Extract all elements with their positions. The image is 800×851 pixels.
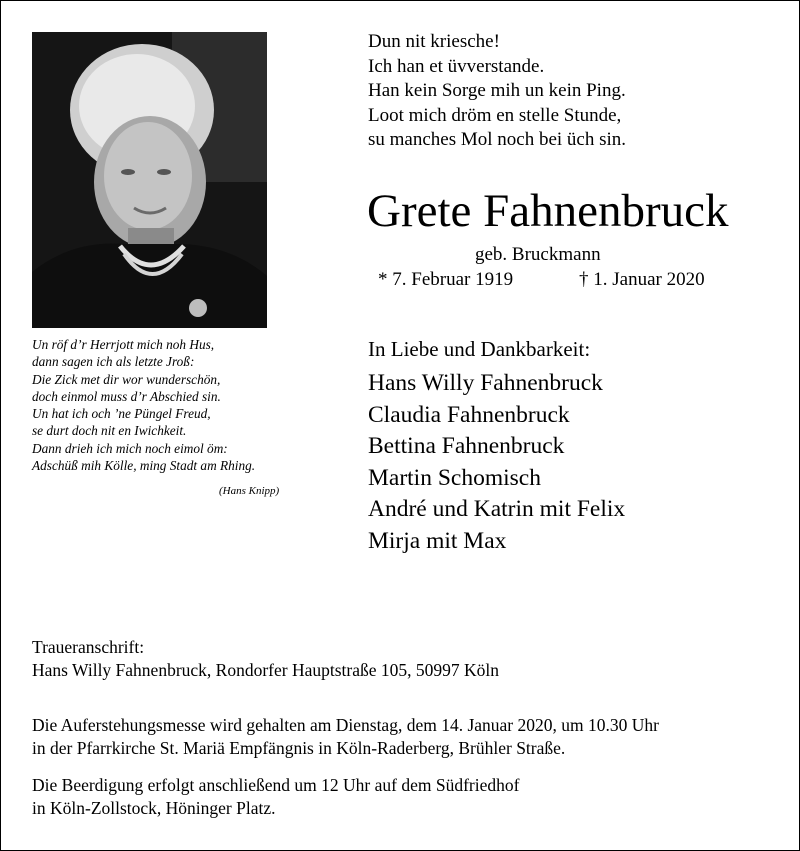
mourner-name: Hans Willy Fahnenbruck	[368, 370, 603, 396]
portrait-photo	[32, 32, 267, 328]
poem-left-line: Die Zick met dir wor wunderschön,	[32, 371, 221, 387]
poem-right-line: Han kein Sorge mih un kein Ping.	[368, 80, 626, 101]
poem-right-line: Dun nit kriesche!	[368, 31, 500, 52]
address-value: Hans Willy Fahnenbruck, Rondorfer Hauptstraße 105, 50997 Köln	[32, 660, 500, 680]
mourner-name: Martin Schomisch	[368, 464, 541, 491]
mass-line: in der Pfarrkirche St. Mariä Empfängnis in Köln-Raderberg, Brühler Straße.	[32, 738, 566, 758]
death-date: † 1. Januar 2020	[579, 269, 705, 290]
mass-line: Die Auferstehungsmesse wird gehalten am Dienstag, dem 14. Januar 2020, um 10.30 Uhr	[32, 715, 659, 735]
poem-credit: (Hans Knipp)	[219, 485, 280, 497]
poem-left-line: se durt doch nit en Iwichkeit.	[32, 423, 187, 439]
poem-left-line: Un röf d’r Herrjott mich noh Hus,	[32, 337, 215, 352]
mourner-name: Mirja mit Max	[368, 527, 507, 554]
birth-date: * 7. Februar 1919	[378, 269, 514, 290]
poem-right	[368, 30, 626, 153]
mourners-list	[368, 368, 625, 558]
mourner-name: Bettina Fahnenbruck	[368, 433, 565, 460]
mass-info	[32, 714, 659, 760]
poem-left-line: doch einmol muss d’r Abschied sin.	[32, 388, 221, 404]
mourner-name: Claudia Fahnenbruck	[368, 401, 570, 428]
deceased-name: Grete Fahnenbruck	[367, 185, 729, 237]
love-heading: In Liebe und Dankbarkeit:	[368, 337, 591, 361]
burial-line: in Köln-Zollstock, Höninger Platz.	[32, 798, 276, 818]
poem-left-line: Adschüß mih Kölle, ming Stadt am Rhing.	[32, 458, 256, 474]
poem-left-line: Dann drieh ich mich noch eimol öm:	[32, 440, 228, 456]
mourning-address	[32, 636, 499, 682]
poem-right-line: Loot mich dröm en stelle Stunde,	[368, 104, 622, 126]
portrait-image	[32, 32, 267, 328]
poem-right-line: Ich han et üvverstande.	[368, 55, 545, 77]
burial-line: Die Beerdigung erfolgt anschließend um 12 Uhr auf dem Südfriedhof	[32, 775, 520, 795]
poem-left-line: dann sagen ich als letzte Jroß:	[32, 354, 195, 370]
address-label: Traueranschrift:	[32, 637, 145, 657]
poem-right-line: su manches Mol noch bei üch sin.	[368, 129, 627, 150]
burial-info	[32, 774, 519, 820]
poem-left-line: Un hat ich och ’ne Püngel Freud,	[32, 406, 211, 422]
mourner-name: André und Katrin mit Felix	[368, 496, 626, 523]
maiden-name: geb. Bruckmann	[475, 244, 601, 265]
poem-left	[32, 336, 255, 474]
